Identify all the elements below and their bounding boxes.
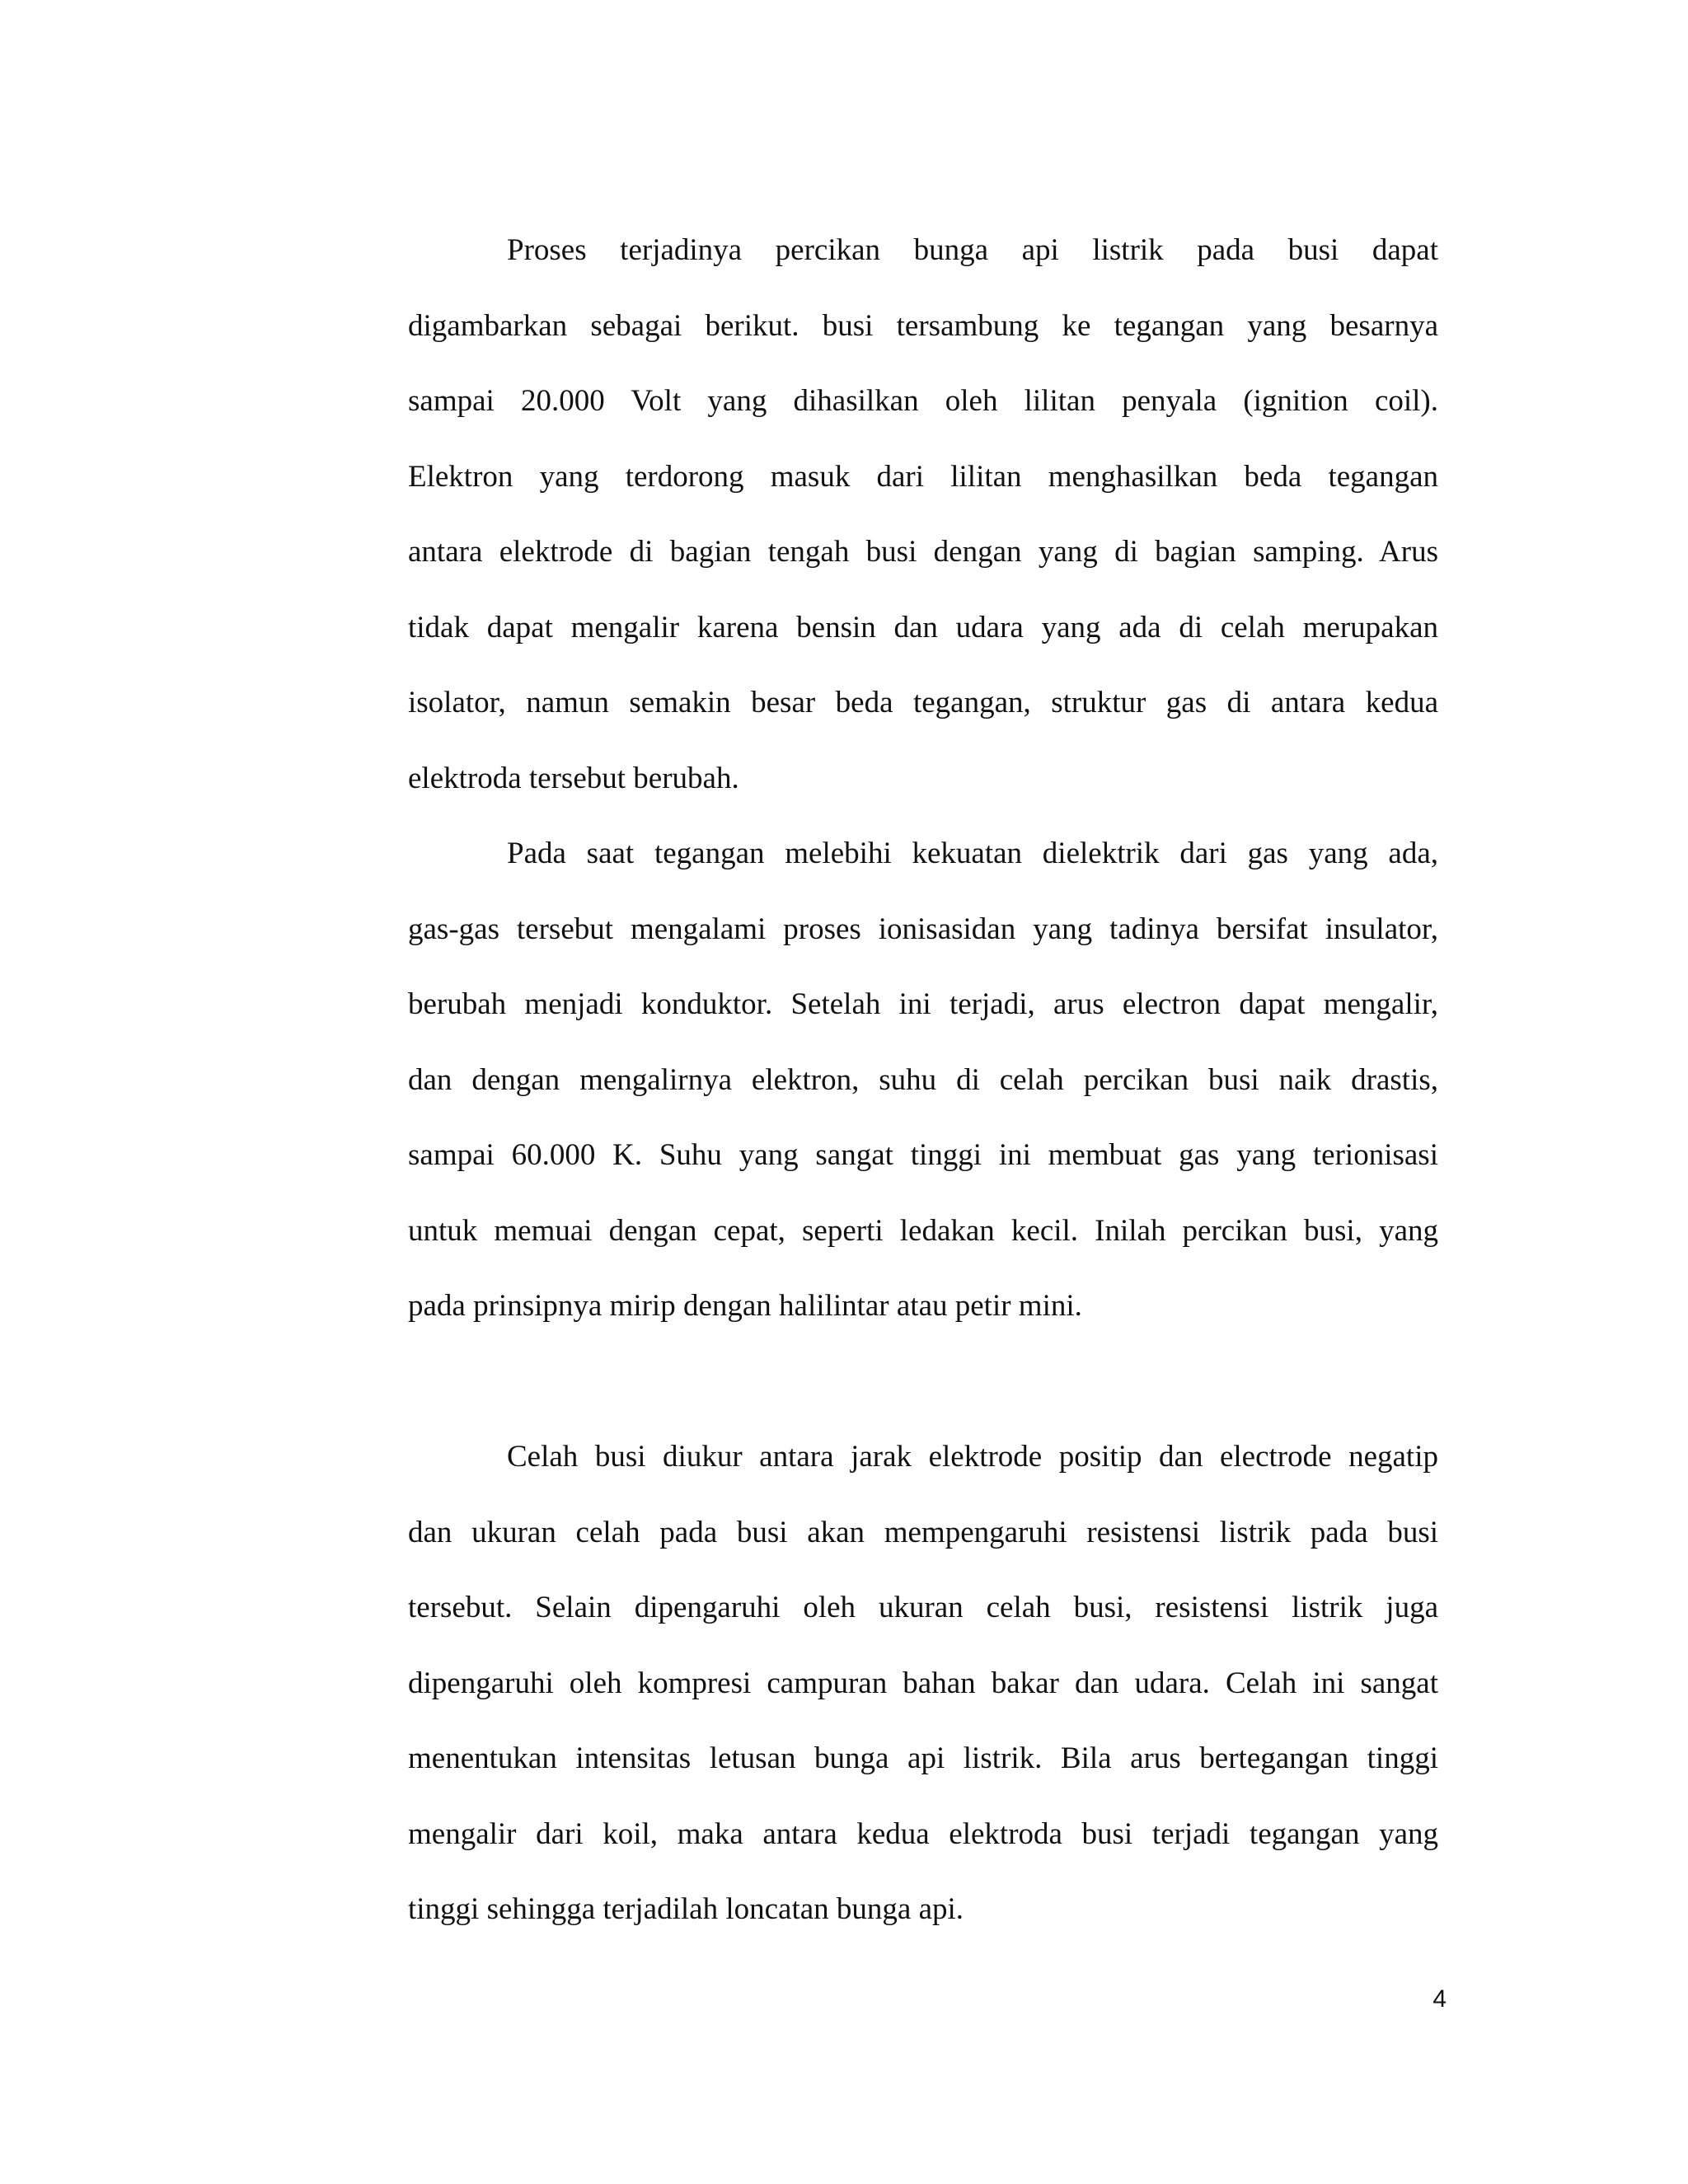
paragraph-2 xyxy=(408,816,1438,1344)
paragraph-line: dan dengan mengalirnya elektron, suhu di celah percikan busi naik drastis, xyxy=(408,1062,1438,1097)
paragraph-line: antara elektrode di bagian tengah busi dengan yang di bagian samping. Arus xyxy=(408,535,1438,569)
paragraph-line: digambarkan sebagai berikut. busi tersambung ke tegangan yang besarnya xyxy=(408,308,1438,343)
paragraph-line: gas-gas tersebut mengalami proses ionisasidan yang tadinya bersifat insulator, xyxy=(408,912,1438,946)
paragraph-line: tersebut. Selain dipengaruhi oleh ukuran celah busi, resistensi listrik juga xyxy=(408,1591,1438,1624)
paragraph-line: pada prinsipnya mirip dengan halilintar atau petir mini. xyxy=(408,1289,1082,1323)
paragraph-1 xyxy=(408,213,1438,816)
paragraph-line: elektroda tersebut berubah. xyxy=(408,761,739,795)
paragraph-line: berubah menjadi konduktor. Setelah ini terjadi, arus electron dapat mengalir, xyxy=(408,987,1438,1021)
paragraph-line: dipengaruhi oleh kompresi campuran bahan bakar dan udara. Celah ini sangat xyxy=(408,1666,1438,1700)
paragraph-3 xyxy=(408,1419,1438,1947)
paragraph-line: sampai 60.000 K. Suhu yang sangat tinggi ini membuat gas yang terionisasi xyxy=(408,1138,1438,1172)
paragraph-line: isolator, namun semakin besar beda tegangan, struktur gas di antara kedua xyxy=(408,686,1438,719)
paragraph-line: untuk memuai dengan cepat, seperti ledakan kecil. Inilah percikan busi, yang xyxy=(408,1213,1438,1248)
paragraph-line: mengalir dari koil, maka antara kedua elektroda busi terjadi tegangan yang xyxy=(408,1816,1438,1851)
paragraph-line: Proses terjadinya percikan bunga api listrik pada busi dapat xyxy=(507,233,1438,267)
page-number: 4 xyxy=(1432,1985,1447,2013)
paragraph-line: Celah busi diukur antara jarak elektrode positip dan electrode negatip xyxy=(507,1440,1438,1474)
paragraph-line: tinggi sehingga terjadilah loncatan bunga api. xyxy=(408,1892,964,1926)
paragraph-line: Elektron yang terdorong masuk dari lilitan menghasilkan beda tegangan xyxy=(408,459,1438,494)
paragraph-line: tidak dapat mengalir karena bensin dan udara yang ada di celah merupakan xyxy=(408,610,1438,644)
paragraph-line: Pada saat tegangan melebihi kekuatan dielektrik dari gas yang ada, xyxy=(507,837,1438,870)
paragraph-line: dan ukuran celah pada busi akan mempengaruhi resistensi listrik pada busi xyxy=(408,1515,1438,1549)
paragraph-line: sampai 20.000 Volt yang dihasilkan oleh lilitan penyala (ignition coil). xyxy=(408,384,1438,418)
paragraph-line: menentukan intensitas letusan bunga api listrik. Bila arus bertegangan tinggi xyxy=(408,1741,1438,1775)
